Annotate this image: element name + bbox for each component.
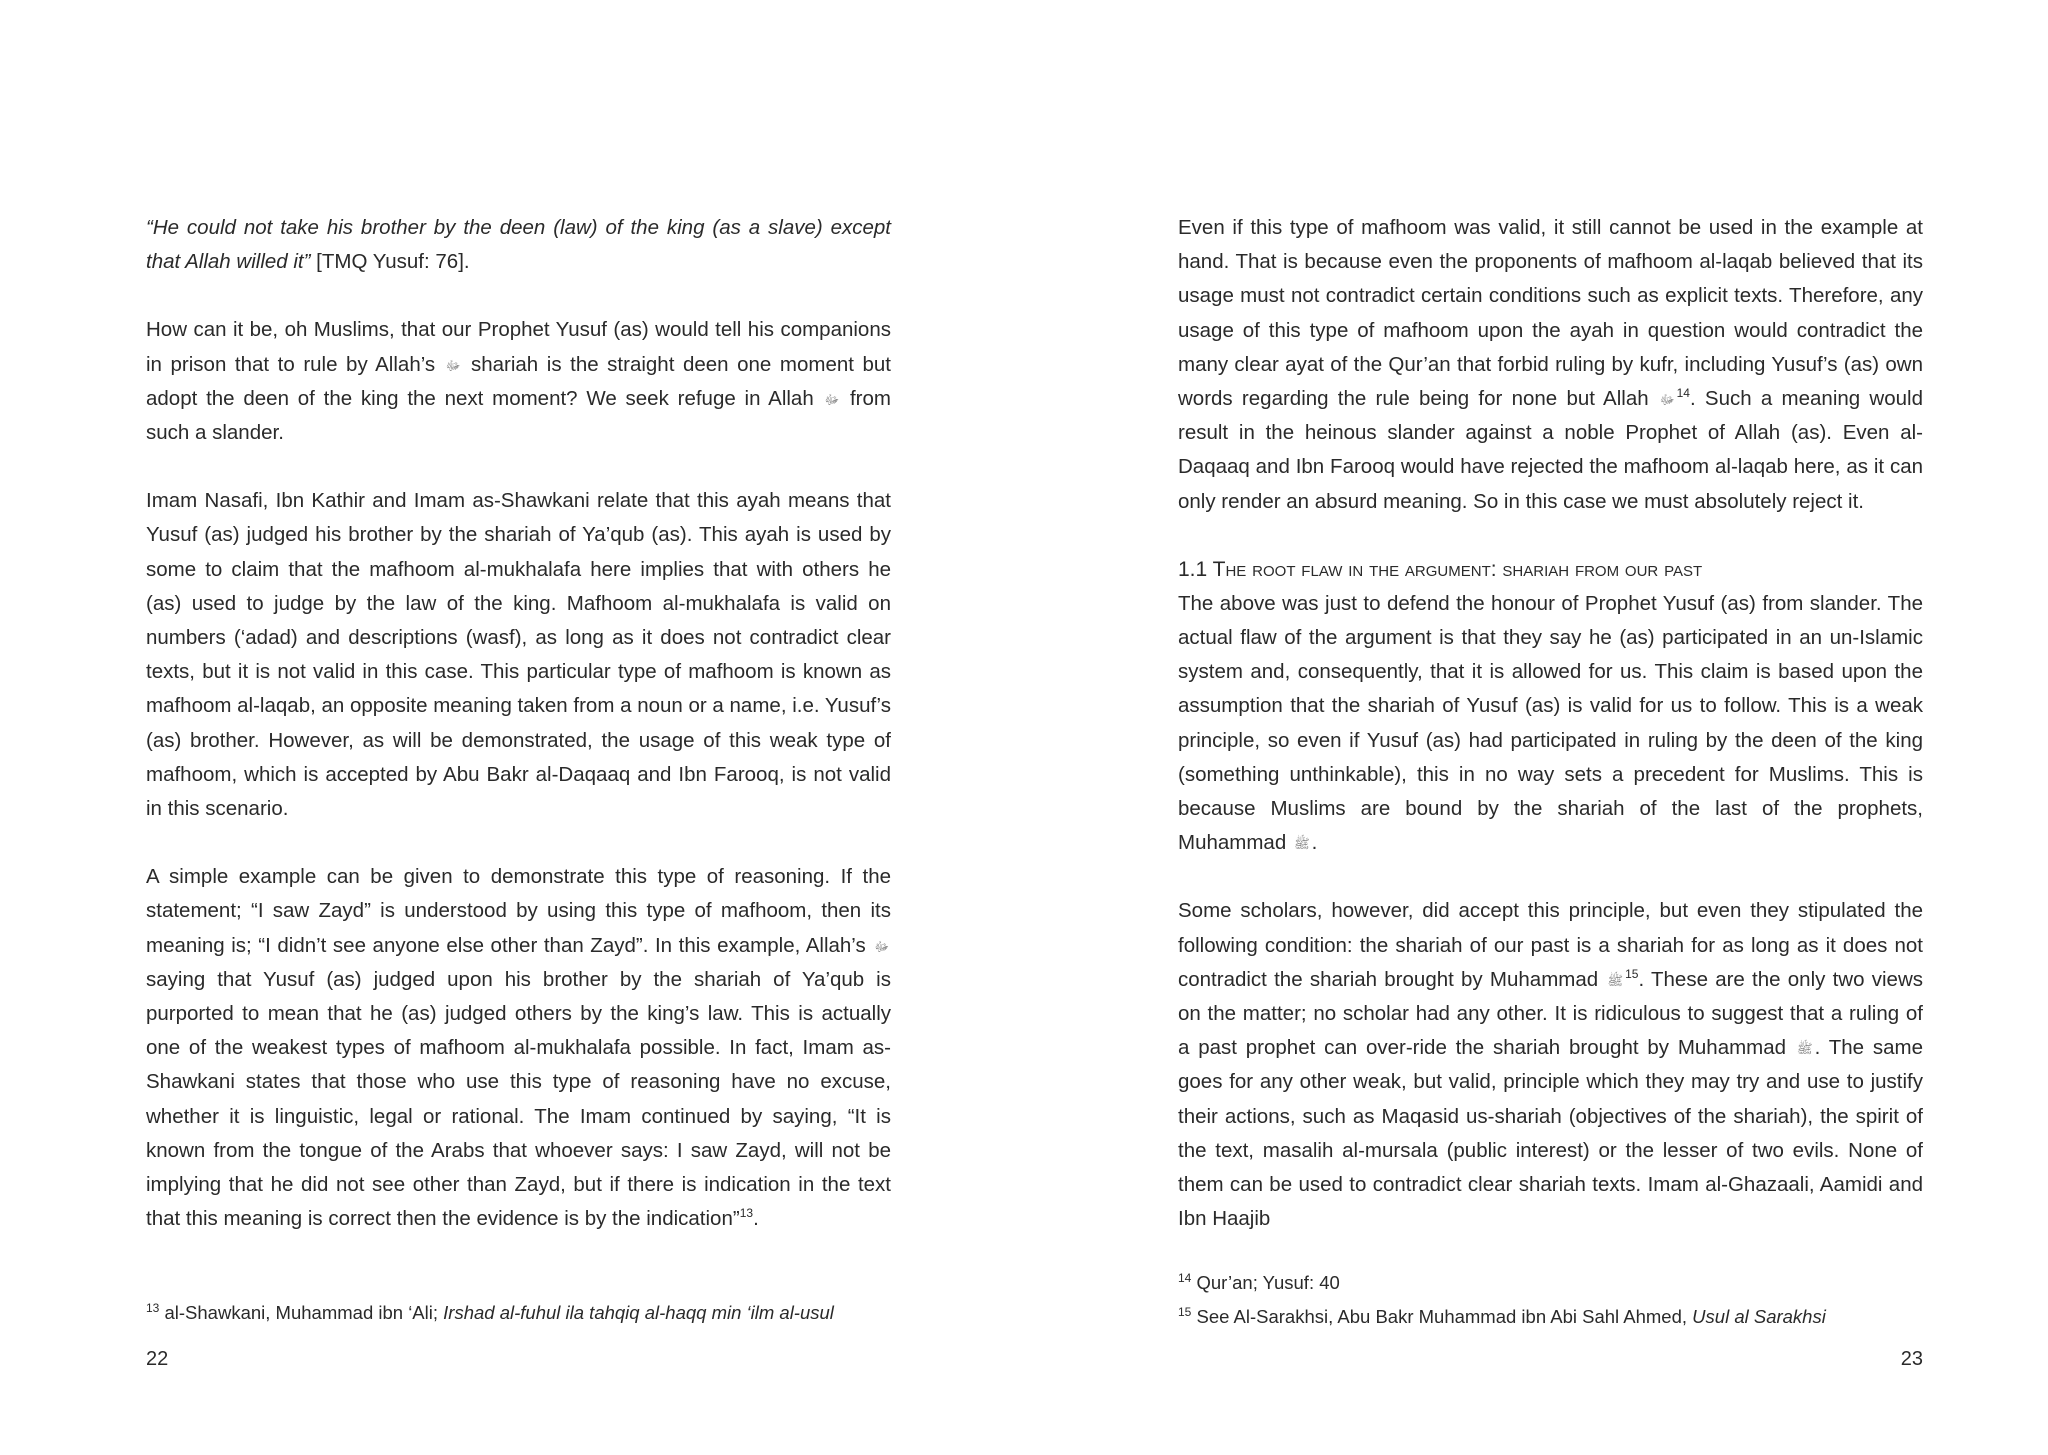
honorific-icon: ﷻ <box>1659 392 1675 408</box>
prophet-honorific-icon: ﷺ <box>1796 1041 1813 1057</box>
left-paragraph-2: Imam Nasafi, Ibn Kathir and Imam as-Shawkani relate that this ayah means that Yusuf (as) judged his brother by the shariah of Ya’qub (as). This ayah is used by some to claim that the mafhoom al-mukhalafa here implies that with others he (as) used to judge by the law of the king. Mafhoom al-mukhalafa is valid on numbers (‘adad) and descriptions (wasf), as long as it does not contradict clear texts, but it is not valid in this case. This particular type of mafhoom is known as mafhoom al-laqab, an opposite meaning taken from a noun or a name, i.e. Yusuf’s (as) brother. However, as will be demonstrated, the usage of this weak type of mafhoom, which is accepted by Abu Bakr al-Daqaaq and Ibn Farooq, is not valid in this scenario. <box>146 489 891 821</box>
right-paragraph-1 <box>1178 211 1923 519</box>
section-heading: 1.1 The root flaw in the argument: shariah from our past <box>1178 557 1703 581</box>
footnote-text: See Al-Sarakhsi, Abu Bakr Muhammad ibn Abi Sahl Ahmed, <box>1191 1306 1693 1327</box>
left-paragraph-1 <box>146 313 891 450</box>
honorific-icon: ﷻ <box>824 391 840 407</box>
footnote-ref-15[interactable]: 15 <box>1625 967 1639 982</box>
left-page <box>146 0 891 1455</box>
honorific-icon: ﷻ <box>874 938 889 954</box>
footnote-14 <box>1178 1266 1923 1300</box>
footnote-number: 13 <box>146 1300 160 1315</box>
text-run: . Such a meaning would result in the heinous slander against a noble Prophet of Allah (as). Even al-Daqaaq and Ibn Farooq would have rejected the mafhoom al-laqab here, as it can only render an absurd meaning. So in this case we must absolutely reject it. <box>1178 387 1923 513</box>
text-run: The above was just to defend the honour of Prophet Yusuf (as) from slander. The actual flaw of the argument is that they say he (as) participated in an un-Islamic system and, consequently, that it is allowed for us. This claim is based upon the assumption that the shariah of Yusuf (as) is valid for us to follow. This is a weak principle, so even if Yusuf (as) had participated in ruling by the deen of the king (something unthinkable), this in no way sets a precedent for Muslims. This is because Muslims are bound by the shariah of the last of the prophets, Muhammad <box>1178 591 1923 855</box>
prophet-honorific-icon: ﷺ <box>1293 836 1310 852</box>
quote-text: “He could not take his brother by the deen (law) of the king (as a slave) except that Allah willed it” <box>146 216 891 274</box>
footnote-number: 14 <box>1178 1270 1192 1285</box>
footnote-15 <box>1178 1300 1923 1334</box>
footnote-text: Qur’an; Yusuf: 40 <box>1191 1272 1340 1293</box>
left-paragraph-3 <box>146 860 891 1236</box>
right-body <box>1178 211 1923 1270</box>
text-run: . These are the only two views on the matter; no scholar had any other. It is ridiculous to suggest that a ruling of a past prophet can over-ride the shariah brought by Muhammad <box>1178 967 1923 1060</box>
right-paragraph-3 <box>1178 894 1923 1236</box>
quote-paragraph <box>146 211 891 279</box>
left-body <box>146 211 891 1270</box>
text-run: . <box>1311 831 1318 855</box>
text-run: from such a slander. <box>146 386 891 445</box>
footnote-title: Usul al Sarakhsi <box>1692 1306 1826 1327</box>
right-page <box>1178 0 1923 1455</box>
text-run: How can it be, oh Muslims, that our Prophet Yusuf (as) would tell his companions in prison that to rule by Allah’s <box>146 318 891 376</box>
left-footnotes <box>146 1296 891 1330</box>
text-run: saying that Yusuf (as) judged upon his brother by the shariah of Ya’qub is purported to mean that he (as) judged others by the king’s law. This is actually one of the weakest types of mafhoom al-mukhalafa possible. In fact, Imam as-Shawkani states that those who use this type of reasoning have no excuse, whether it is linguistic, legal or rational. The Imam continued by saying, “It is known from the tongue of the Arabs that whoever says: I saw Zayd, will not be implying that he did not see other than Zayd, but if there is indication in the text that this meaning is correct then the evidence is by the indication” <box>146 967 891 1231</box>
text-run: . <box>753 1207 759 1231</box>
text-run: Some scholars, however, did accept this principle, but even they stipulated the following condition: the shariah of our past is a shariah for as long as it does not contradict the shariah brought by Muhammad <box>1178 899 1923 991</box>
honorific-icon: ﷻ <box>445 357 461 373</box>
text-run: A simple example can be given to demonstrate this type of reasoning. If the statement; “I saw Zayd” is understood by using this type of mafhoom, then its meaning is; “I didn’t see anyone else other than Zayd”. In this example, Allah’s <box>146 865 891 957</box>
footnote-ref-14[interactable]: 14 <box>1676 386 1690 401</box>
prophet-honorific-icon: ﷺ <box>1607 972 1624 988</box>
footnote-number: 15 <box>1178 1304 1192 1319</box>
text-run: Even if this type of mafhoom was valid, it still cannot be used in the example at hand. That is because even the proponents of mafhoom al-laqab believed that its usage must not contradict certain conditions such as explicit texts. Therefore, any usage of this type of mafhoom upon the ayah in question would contradict the many clear ayat of the Qur’an that forbid ruling by kufr, including Yusuf’s (as) own words regarding the rule being for none but Allah <box>1178 216 1923 411</box>
footnote-text: al-Shawkani, Muhammad ibn ‘Ali; <box>159 1302 444 1323</box>
text-run: shariah is the straight deen one moment but adopt the deen of the king the next moment? We seek refuge in Allah <box>146 352 892 410</box>
page-number-right: 23 <box>1900 1348 1923 1370</box>
page-number-left: 22 <box>146 1348 169 1370</box>
footnote-13 <box>146 1296 891 1330</box>
right-paragraph-2 <box>1178 587 1923 861</box>
footnote-ref-13[interactable]: 13 <box>739 1206 754 1221</box>
quote-reference: [TMQ Yusuf: 76]. <box>310 250 470 274</box>
footnote-title: Irshad al-fuhul ila tahqiq al-haqq min ‘ilm al-usul <box>443 1302 834 1323</box>
text-run: . The same goes for any other weak, but valid, principle which they may try and use to justify their actions, such as Maqasid us-shariah (objectives of the shariah), the spirit of the text, masalih al-mursala (public interest) or the lesser of two evils. None of them can be used to contradict clear shariah texts. Imam al-Ghazaali, Aamidi and Ibn Haajib <box>1178 1036 1923 1231</box>
right-footnotes <box>1178 1266 1923 1334</box>
